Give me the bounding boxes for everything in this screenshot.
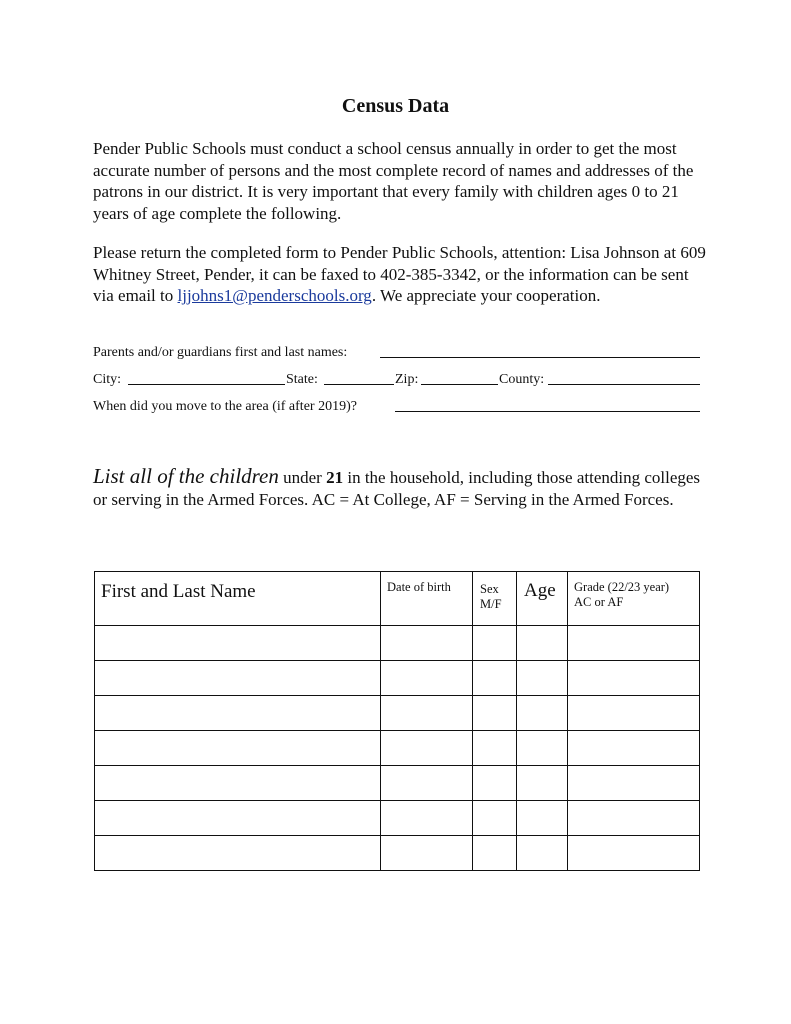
sex-cell[interactable] (473, 626, 517, 661)
children-lead: List all of the children (93, 464, 279, 488)
children-under: under (278, 468, 327, 487)
dob-cell[interactable] (381, 801, 473, 836)
grade-cell[interactable] (568, 626, 700, 661)
grade-cell[interactable] (568, 801, 700, 836)
return-text-before: Please return the completed form to Pender Public Schools, attention: Lisa Johnson at 609 Whitney Street, Pender, it can be faxed to 402-385-3342, or the information can be sent via email to (93, 243, 706, 305)
sex-cell[interactable] (473, 836, 517, 871)
name-cell[interactable] (95, 696, 381, 731)
sex-cell[interactable] (473, 661, 517, 696)
name-cell[interactable] (95, 731, 381, 766)
table-row (95, 801, 700, 836)
sex-cell[interactable] (473, 731, 517, 766)
dob-cell[interactable] (381, 626, 473, 661)
header-grade-line1: Grade (22/23 year) (574, 580, 670, 594)
parents-names-field[interactable] (380, 357, 700, 358)
age-cell[interactable] (517, 766, 568, 801)
age-cell[interactable] (517, 696, 568, 731)
address-row (93, 370, 700, 390)
header-grade-line2: AC or AF (574, 595, 624, 609)
header-grade (568, 572, 700, 626)
name-cell[interactable] (95, 626, 381, 661)
email-link[interactable]: ljjohns1@penderschools.org (177, 286, 372, 305)
header-dob: Date of birth (381, 572, 473, 626)
parents-names-row (93, 343, 700, 363)
move-date-label: When did you move to the area (if after 2019)? (93, 399, 357, 414)
age-cell[interactable] (517, 731, 568, 766)
zip-label: Zip: (395, 372, 419, 387)
intro-paragraph (93, 138, 713, 224)
name-cell[interactable] (95, 766, 381, 801)
table-row (95, 626, 700, 661)
header-age: Age (517, 572, 568, 626)
header-sex-line2: M/F (480, 597, 502, 611)
grade-cell[interactable] (568, 661, 700, 696)
children-age: 21 (326, 468, 344, 487)
parents-names-label: Parents and/or guardians first and last names: (93, 345, 348, 360)
table-row (95, 766, 700, 801)
children-instructions (93, 466, 703, 510)
city-field[interactable] (128, 384, 285, 385)
name-cell[interactable] (95, 661, 381, 696)
dob-cell[interactable] (381, 696, 473, 731)
grade-cell[interactable] (568, 766, 700, 801)
sex-cell[interactable] (473, 801, 517, 836)
age-cell[interactable] (517, 801, 568, 836)
zip-field[interactable] (421, 384, 498, 385)
state-field[interactable] (324, 384, 394, 385)
table-row (95, 696, 700, 731)
children-rest: in the household, including those attending colleges or serving in the Armed Forces. AC = At College, AF = Serving in the Armed Forces. (93, 468, 701, 509)
city-label: City: (93, 372, 122, 387)
dob-cell[interactable] (381, 731, 473, 766)
age-cell[interactable] (517, 661, 568, 696)
county-field[interactable] (548, 384, 700, 385)
grade-cell[interactable] (568, 836, 700, 871)
return-text-after: . We appreciate your cooperation. (371, 286, 601, 305)
dob-cell[interactable] (381, 661, 473, 696)
page-title: Census Data (341, 95, 450, 117)
intro-text: Pender Public Schools must conduct a school census annually in order to get the most accurate number of persons and the most complete record of names and addresses of the patrons in our district. It is very important that every family with children ages 0 to 21 years of age complete the following. (93, 139, 694, 223)
name-cell[interactable] (95, 801, 381, 836)
state-label: State: (286, 372, 318, 387)
header-sex-line1: Sex (480, 582, 499, 596)
header-sex (473, 572, 517, 626)
header-name: First and Last Name (95, 572, 381, 626)
county-label: County: (499, 372, 545, 387)
move-date-row (93, 397, 700, 417)
grade-cell[interactable] (568, 731, 700, 766)
move-date-field[interactable] (395, 411, 700, 412)
table-row (95, 836, 700, 871)
age-cell[interactable] (517, 836, 568, 871)
sex-cell[interactable] (473, 696, 517, 731)
return-text (93, 242, 713, 307)
table-header-row (95, 572, 700, 626)
return-instructions (93, 242, 713, 307)
dob-cell[interactable] (381, 766, 473, 801)
sex-cell[interactable] (473, 766, 517, 801)
table-row (95, 661, 700, 696)
children-table (94, 571, 700, 871)
name-cell[interactable] (95, 836, 381, 871)
dob-cell[interactable] (381, 836, 473, 871)
age-cell[interactable] (517, 626, 568, 661)
grade-cell[interactable] (568, 696, 700, 731)
table-row (95, 731, 700, 766)
